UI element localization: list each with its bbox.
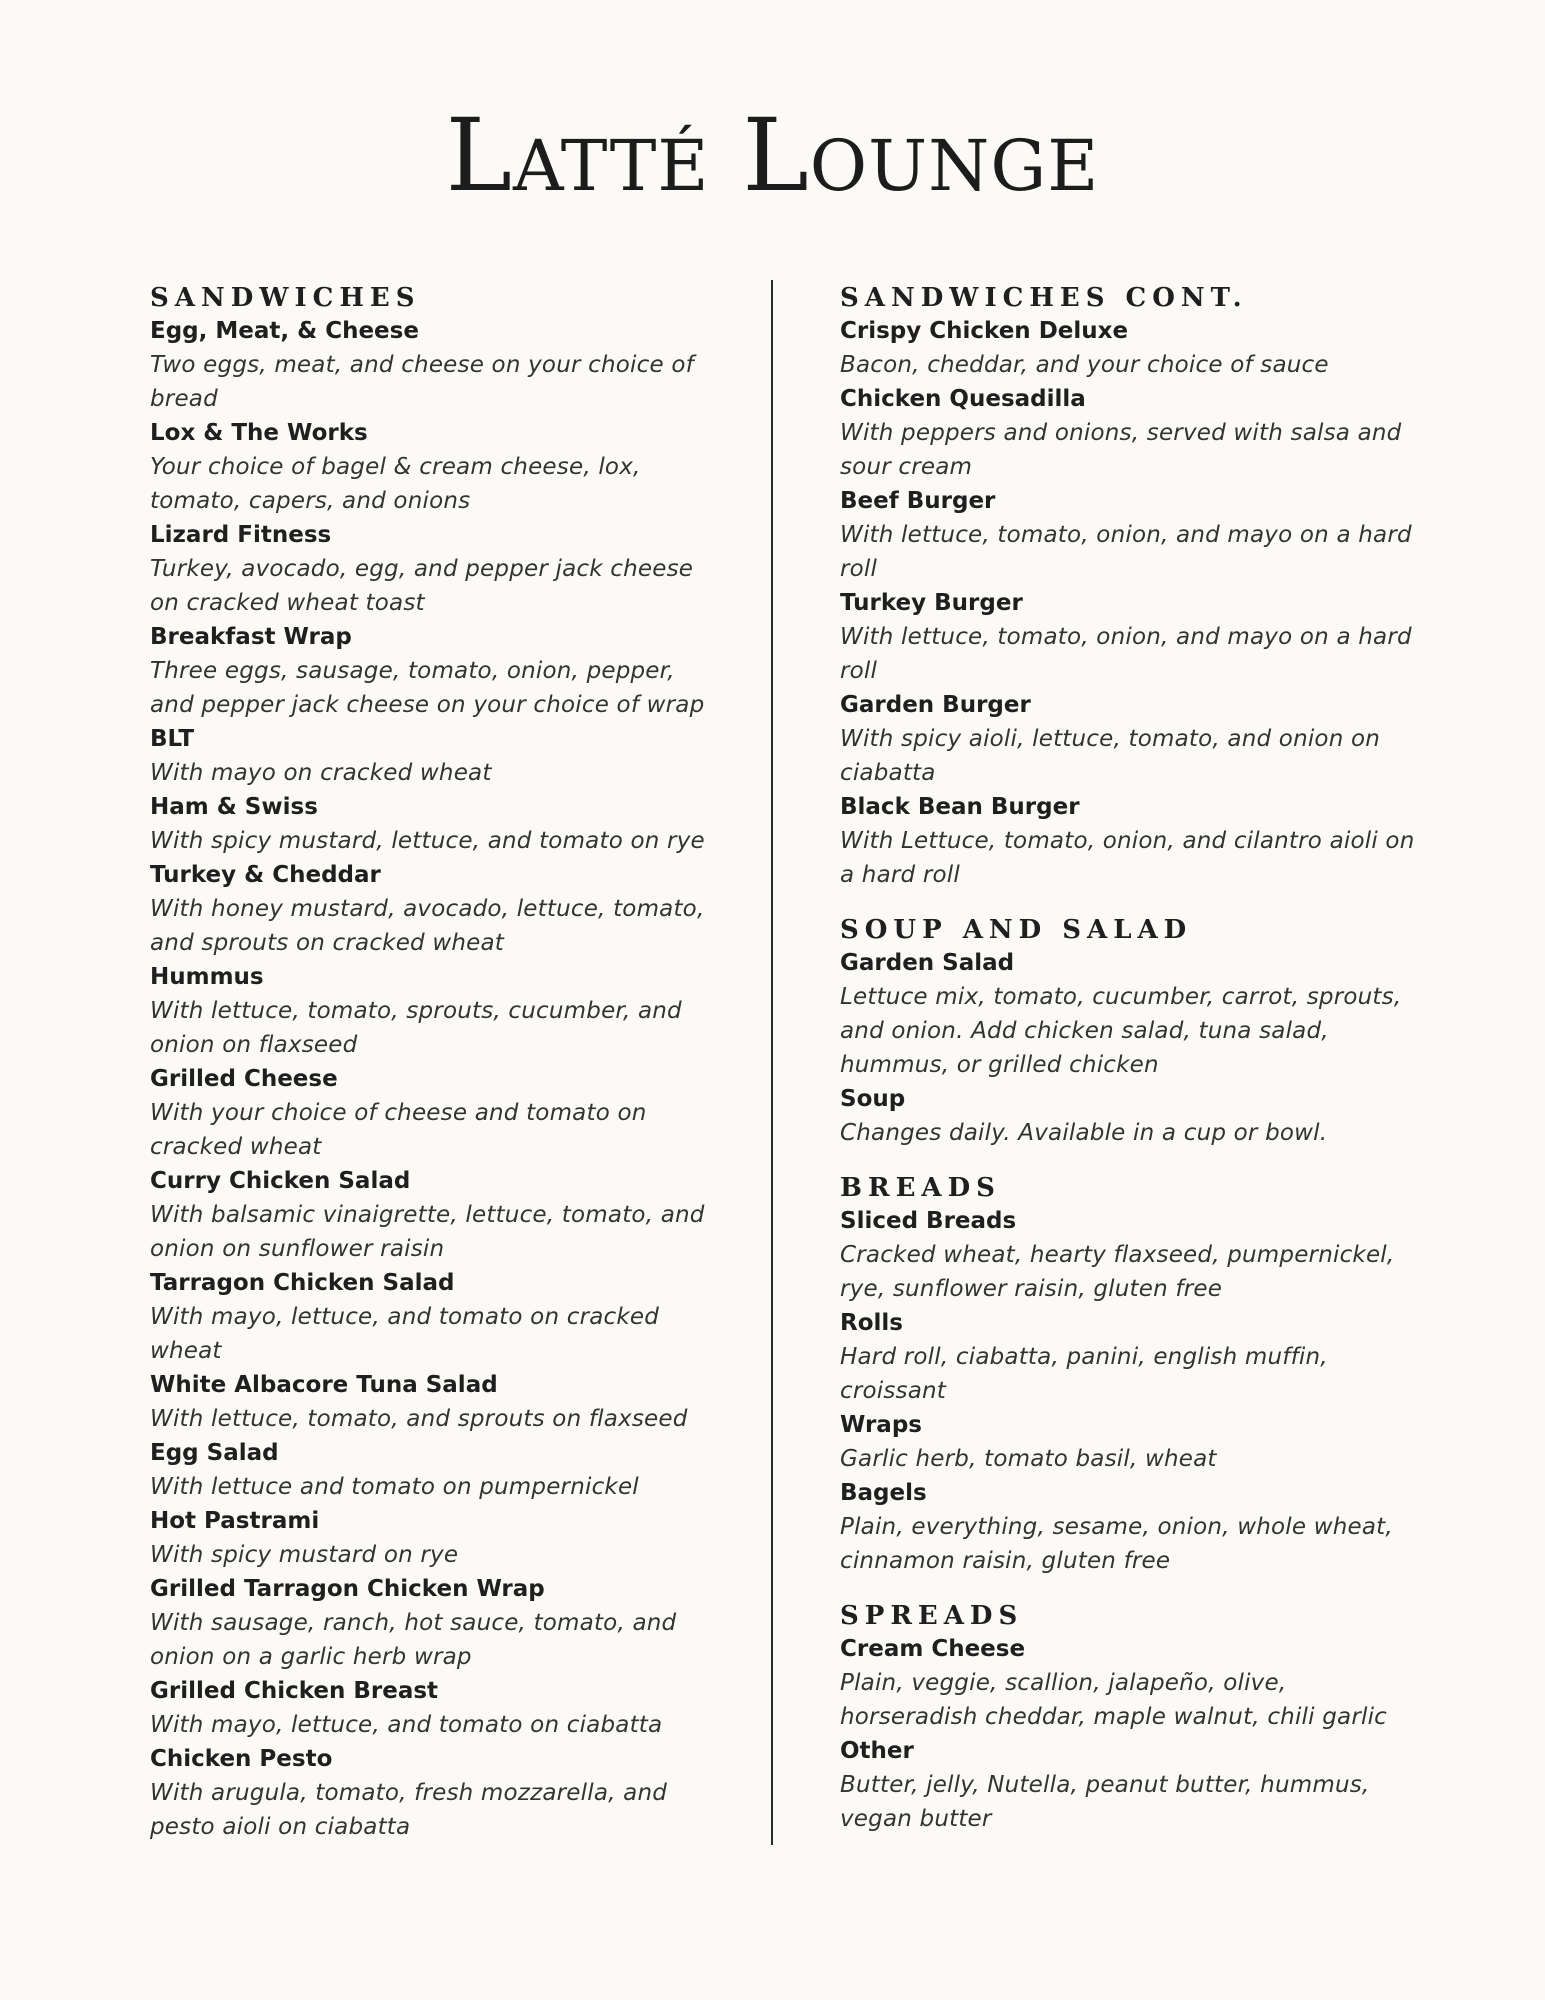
menu-item-description: Butter, jelly, Nutella, peanut butter, hummus, vegan butter [840, 1772, 1370, 1832]
menu-item-name: Hummus [150, 964, 264, 990]
menu-item-description: With mayo, lettuce, and tomato on ciabatta [150, 1712, 663, 1738]
menu-item-description: With spicy mustard, lettuce, and tomato on rye [150, 828, 705, 854]
menu-item [150, 1742, 710, 1844]
menu-item [150, 858, 710, 960]
menu-item-name: Tarragon Chicken Salad [150, 1270, 455, 1296]
menu-item-description: With arugula, tomato, fresh mozzarella, and pesto aioli on ciabatta [150, 1780, 668, 1840]
menu-item [840, 790, 1415, 892]
section-title: SPREADS [840, 1601, 1024, 1631]
menu-item-name: Bagels [840, 1480, 927, 1506]
menu-item-name: Beef Burger [840, 488, 996, 514]
menu-item-description: With mayo, lettuce, and tomato on cracked wheat [150, 1304, 660, 1364]
menu-column-left [150, 282, 710, 1866]
menu-section [840, 1172, 1415, 1578]
menu-item [150, 1504, 710, 1572]
menu-item-description: Lettuce mix, tomato, cucumber, carrot, sprouts, and onion. Add chicken salad, tuna salad, hummus, or grilled chicken [840, 984, 1402, 1078]
menu-item-name: Grilled Chicken Breast [150, 1678, 439, 1704]
menu-section [840, 1600, 1415, 1836]
menu-item-name: Grilled Cheese [150, 1066, 338, 1092]
menu-item-name: Cream Cheese [840, 1636, 1026, 1662]
menu-item [150, 1368, 710, 1436]
column-divider [771, 280, 773, 1845]
menu-section [840, 282, 1415, 892]
menu-item [840, 1476, 1415, 1578]
menu-item-name: Grilled Tarragon Chicken Wrap [150, 1576, 545, 1602]
menu-item-description: Two eggs, meat, and cheese on your choice of bread [150, 352, 694, 412]
menu-item-name: Crispy Chicken Deluxe [840, 318, 1129, 344]
menu-item-description: With lettuce, tomato, onion, and mayo on a hard roll [840, 522, 1412, 582]
menu-item-description: Cracked wheat, hearty flaxseed, pumpernickel, rye, sunflower raisin, gluten free [840, 1242, 1395, 1302]
menu-item [150, 790, 710, 858]
menu-item-description: Turkey, avocado, egg, and pepper jack cheese on cracked wheat toast [150, 556, 694, 616]
menu-item-name: Chicken Pesto [150, 1746, 333, 1772]
menu-item [840, 1204, 1415, 1306]
menu-item-name: Lizard Fitness [150, 522, 332, 548]
menu-item-name: Lox & The Works [150, 420, 368, 446]
menu-item-name: Rolls [840, 1310, 903, 1336]
menu-item-description: Changes daily. Available in a cup or bowl. [840, 1120, 1328, 1146]
menu-item [840, 314, 1415, 382]
menu-item [150, 518, 710, 620]
menu-item-description: Plain, veggie, scallion, jalapeño, olive, horseradish cheddar, maple walnut, chili garlic [840, 1670, 1388, 1730]
menu-item [150, 1062, 710, 1164]
menu-item-description: Plain, everything, sesame, onion, whole wheat, cinnamon raisin, gluten free [840, 1514, 1393, 1574]
menu-item [840, 1734, 1415, 1836]
menu-section [840, 914, 1415, 1150]
section-title: BREADS [840, 1173, 1001, 1203]
menu-column-right [840, 282, 1415, 1858]
menu-title: Latté Lounge [445, 97, 1100, 214]
menu-item-description: With Lettuce, tomato, onion, and cilantro aioli on a hard roll [840, 828, 1415, 888]
menu-item [150, 960, 710, 1062]
menu-item-name: Garden Burger [840, 692, 1031, 718]
menu-item-description: Garlic herb, tomato basil, wheat [840, 1446, 1217, 1472]
menu-item [150, 314, 710, 416]
menu-item-description: With lettuce, tomato, and sprouts on flaxseed [150, 1406, 688, 1432]
menu-item-description: With honey mustard, avocado, lettuce, tomato, and sprouts on cracked wheat [150, 896, 705, 956]
section-title: SANDWICHES CONT. [840, 283, 1248, 313]
menu-item [150, 1572, 710, 1674]
menu-item-name: Black Bean Burger [840, 794, 1080, 820]
menu-item-name: Other [840, 1738, 914, 1764]
menu-item [840, 586, 1415, 688]
menu-item [840, 1306, 1415, 1408]
menu-item-description: Bacon, cheddar, and your choice of sauce [840, 352, 1329, 378]
menu-section [150, 282, 710, 1844]
menu-item-name: Soup [840, 1086, 906, 1112]
menu-item [840, 1408, 1415, 1476]
menu-item [150, 722, 710, 790]
menu-item-description: With lettuce, tomato, onion, and mayo on a hard roll [840, 624, 1412, 684]
menu-item [150, 1164, 710, 1266]
menu-item-description: Your choice of bagel & cream cheese, lox, tomato, capers, and onions [150, 454, 641, 514]
menu-item-name: White Albacore Tuna Salad [150, 1372, 498, 1398]
menu-item-description: With peppers and onions, served with salsa and sour cream [840, 420, 1402, 480]
menu-item [840, 946, 1415, 1082]
menu-item-description: With lettuce and tomato on pumpernickel [150, 1474, 639, 1500]
menu-item-name: Chicken Quesadilla [840, 386, 1086, 412]
menu-item-description: With balsamic vinaigrette, lettuce, tomato, and onion on sunflower raisin [150, 1202, 705, 1262]
menu-item-name: Turkey Burger [840, 590, 1023, 616]
menu-item [150, 1674, 710, 1742]
menu-item [150, 1266, 710, 1368]
menu-item-name: Curry Chicken Salad [150, 1168, 411, 1194]
menu-item-description: With spicy aioli, lettuce, tomato, and onion on ciabatta [840, 726, 1381, 786]
section-title: SANDWICHES [150, 283, 421, 313]
menu-item [840, 484, 1415, 586]
menu-item [150, 416, 710, 518]
menu-item-description: With your choice of cheese and tomato on cracked wheat [150, 1100, 647, 1160]
menu-item-description: With mayo on cracked wheat [150, 760, 492, 786]
menu-item-name: Egg Salad [150, 1440, 279, 1466]
menu-item-name: Sliced Breads [840, 1208, 1017, 1234]
menu-item-name: BLT [150, 726, 195, 752]
menu-item [840, 1082, 1415, 1150]
menu-item [840, 1632, 1415, 1734]
menu-item-name: Garden Salad [840, 950, 1015, 976]
menu-item-name: Egg, Meat, & Cheese [150, 318, 419, 344]
menu-item-description: With spicy mustard on rye [150, 1542, 459, 1568]
menu-item-name: Turkey & Cheddar [150, 862, 381, 888]
menu-item-name: Ham & Swiss [150, 794, 318, 820]
section-title: SOUP AND SALAD [840, 915, 1193, 945]
menu-item [150, 1436, 710, 1504]
menu-item-description: Hard roll, ciabatta, panini, english muffin, croissant [840, 1344, 1328, 1404]
menu-item [150, 620, 710, 722]
menu-item-name: Wraps [840, 1412, 922, 1438]
menu-item-name: Breakfast Wrap [150, 624, 352, 650]
menu-item-description: Three eggs, sausage, tomato, onion, pepper, and pepper jack cheese on your choice of wrap [150, 658, 705, 718]
menu-item-description: With lettuce, tomato, sprouts, cucumber, and onion on flaxseed [150, 998, 682, 1058]
menu-item [840, 688, 1415, 790]
menu-item [840, 382, 1415, 484]
menu-item-description: With sausage, ranch, hot sauce, tomato, and onion on a garlic herb wrap [150, 1610, 677, 1670]
menu-item-name: Hot Pastrami [150, 1508, 320, 1534]
